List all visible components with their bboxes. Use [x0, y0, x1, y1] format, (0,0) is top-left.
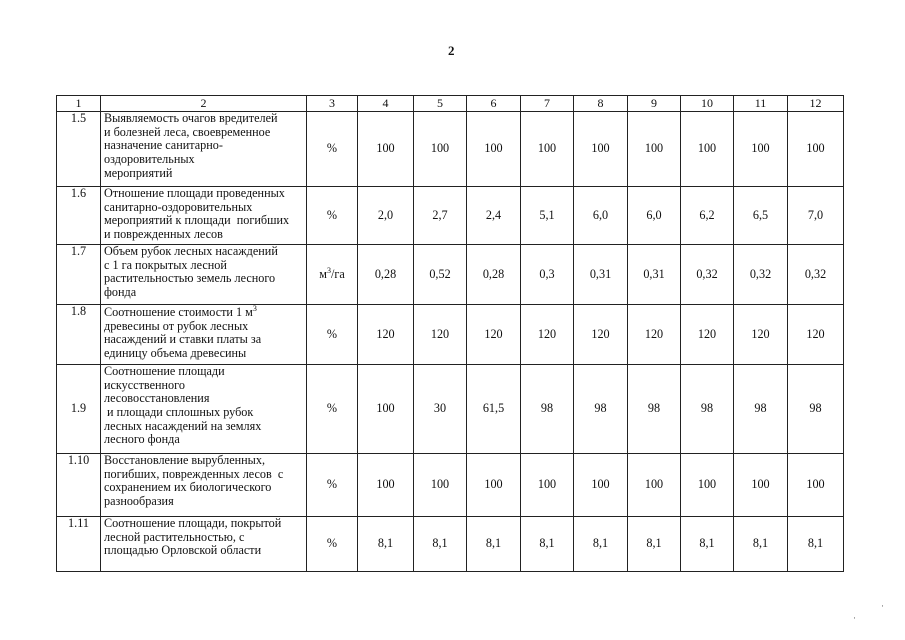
value-cell: 120	[414, 305, 467, 365]
indicator-description	[101, 517, 307, 572]
row-number: 1.8	[57, 305, 101, 365]
value-cell: 120	[574, 305, 628, 365]
column-header: 10	[681, 96, 734, 112]
value-cell: 98	[521, 365, 574, 454]
description-line: древесины от рубок лесных	[104, 318, 249, 333]
table-row	[57, 454, 844, 517]
value-cell: 98	[628, 365, 681, 454]
description-line: Восстановление вырубленных,	[104, 453, 266, 467]
value-cell: 100	[467, 112, 521, 187]
value-cell: 100	[788, 454, 844, 517]
value-cell: 8,1	[521, 517, 574, 572]
column-header: 12	[788, 96, 844, 112]
indicator-description	[101, 365, 307, 454]
value-cell: 8,1	[628, 517, 681, 572]
value-cell: 5,1	[521, 187, 574, 245]
indicator-description	[101, 245, 307, 305]
value-cell: 0,32	[734, 245, 788, 305]
value-cell: 120	[358, 305, 414, 365]
description-line: сохранением их биологического	[104, 480, 272, 495]
value-cell: 120	[628, 305, 681, 365]
description-line: Соотношение площади	[104, 364, 225, 378]
value-cell: 0,31	[574, 245, 628, 305]
description-line: и болезней леса, своевременное	[104, 124, 271, 139]
unit-cell	[307, 245, 358, 305]
value-cell: 8,1	[788, 517, 844, 572]
value-cell: 30	[414, 365, 467, 454]
table-row	[57, 245, 844, 305]
indicator-description	[101, 112, 307, 187]
column-header: 6	[467, 96, 521, 112]
value-cell: 0,32	[788, 245, 844, 305]
scan-mark: ·	[853, 613, 856, 623]
unit-text: %	[326, 141, 338, 156]
unit-cell	[307, 187, 358, 245]
description-line: лесных насаждений на землях	[104, 418, 262, 433]
description-line: разнообразия	[104, 493, 174, 508]
description-line: оздоровительных	[104, 151, 195, 166]
description-line: искусственного	[104, 377, 185, 392]
unit-text: м	[319, 267, 327, 282]
value-cell: 98	[734, 365, 788, 454]
value-cell: 0,28	[358, 245, 414, 305]
value-cell: 98	[574, 365, 628, 454]
description-line: и поврежденных лесов	[104, 226, 223, 241]
scan-mark: ·	[881, 601, 884, 611]
value-cell: 100	[414, 454, 467, 517]
value-cell: 6,0	[574, 187, 628, 245]
value-cell: 120	[467, 305, 521, 365]
row-number: 1.6	[57, 187, 101, 245]
unit-cell	[307, 454, 358, 517]
value-cell: 120	[734, 305, 788, 365]
superscript: 3	[326, 266, 331, 276]
description-line: Соотношение площади, покрытой	[104, 516, 282, 530]
value-cell: 0,3	[521, 245, 574, 305]
description-line: мероприятий	[104, 165, 173, 180]
value-cell: 0,31	[628, 245, 681, 305]
value-cell: 0,28	[467, 245, 521, 305]
description-line: санитарно-оздоровительных	[104, 199, 253, 214]
description-line: и площади сплошных рубок	[104, 404, 254, 419]
value-cell: 100	[681, 112, 734, 187]
description-line: мероприятий к площади погибших	[104, 213, 290, 228]
unit-text: %	[326, 326, 338, 341]
column-header: 9	[628, 96, 681, 112]
value-cell: 2,0	[358, 187, 414, 245]
column-header: 2	[101, 96, 307, 112]
column-header: 1	[57, 96, 101, 112]
value-cell: 100	[574, 112, 628, 187]
description-line: погибших, поврежденных лесов с	[104, 466, 284, 481]
value-cell: 100	[734, 112, 788, 187]
table-row	[57, 517, 844, 572]
indicator-description	[101, 305, 307, 365]
column-header: 11	[734, 96, 788, 112]
header-row	[57, 96, 844, 112]
indicator-description	[101, 187, 307, 245]
unit-text: %	[326, 401, 338, 416]
value-cell: 100	[358, 454, 414, 517]
value-cell: 0,32	[681, 245, 734, 305]
description-line: фонда	[104, 284, 137, 299]
description-line: площадью Орловской области	[104, 543, 262, 558]
unit-text: %	[326, 477, 338, 492]
value-cell: 100	[681, 454, 734, 517]
value-cell: 120	[521, 305, 574, 365]
value-cell: 6,2	[681, 187, 734, 245]
indicators-table	[56, 95, 844, 572]
column-header: 5	[414, 96, 467, 112]
value-cell: 100	[358, 112, 414, 187]
value-cell: 6,0	[628, 187, 681, 245]
unit-cell	[307, 305, 358, 365]
value-cell: 100	[358, 365, 414, 454]
description-text: Соотношение стоимости 1 м	[104, 305, 253, 320]
row-number: 1.10	[57, 454, 101, 517]
unit-cell	[307, 365, 358, 454]
value-cell: 100	[467, 454, 521, 517]
row-number: 1.7	[57, 245, 101, 305]
value-cell: 100	[788, 112, 844, 187]
superscript: 3	[252, 304, 257, 313]
description-line: с 1 га покрытых лесной	[104, 257, 227, 272]
value-cell: 7,0	[788, 187, 844, 245]
value-cell: 98	[788, 365, 844, 454]
column-header: 4	[358, 96, 414, 112]
value-cell: 0,52	[414, 245, 467, 305]
value-cell: 100	[628, 112, 681, 187]
value-cell: 61,5	[467, 365, 521, 454]
unit-cell	[307, 517, 358, 572]
description-line: лесного фонда	[104, 432, 180, 447]
value-cell: 100	[628, 454, 681, 517]
description-line: растительностью земель лесного	[104, 271, 276, 286]
indicator-description	[101, 454, 307, 517]
value-cell: 100	[521, 112, 574, 187]
table-row	[57, 112, 844, 187]
value-cell: 8,1	[734, 517, 788, 572]
description-line: единицу объема древесины	[104, 346, 247, 361]
row-number: 1.9	[57, 365, 101, 454]
value-cell: 8,1	[414, 517, 467, 572]
value-cell: 2,4	[467, 187, 521, 245]
unit-cell	[307, 112, 358, 187]
value-cell: 2,7	[414, 187, 467, 245]
column-header: 8	[574, 96, 628, 112]
value-cell: 100	[521, 454, 574, 517]
value-cell: 100	[734, 454, 788, 517]
description-line: лесовосстановления	[104, 391, 210, 406]
description-line: Объем рубок лесных насаждений	[104, 244, 278, 258]
value-cell: 8,1	[681, 517, 734, 572]
value-cell: 6,5	[734, 187, 788, 245]
table-row	[57, 305, 844, 365]
unit-text: %	[326, 207, 338, 222]
unit-text: /га	[330, 267, 345, 282]
description-line: Выявляемость очагов вредителей	[104, 111, 278, 125]
value-cell: 120	[788, 305, 844, 365]
unit-text: %	[326, 536, 338, 551]
value-cell: 100	[414, 112, 467, 187]
value-cell: 8,1	[574, 517, 628, 572]
description-line	[104, 305, 303, 320]
column-header: 7	[521, 96, 574, 112]
row-number: 1.5	[57, 112, 101, 187]
description-line: назначение санитарно-	[104, 138, 223, 153]
column-header: 3	[307, 96, 358, 112]
page-number: 2	[448, 43, 455, 58]
value-cell: 8,1	[467, 517, 521, 572]
table-body	[57, 112, 844, 572]
description-line: лесной растительностью, с	[104, 529, 245, 544]
table-row	[57, 187, 844, 245]
value-cell: 8,1	[358, 517, 414, 572]
row-number: 1.11	[57, 517, 101, 572]
description-line: насаждений и ставки платы за	[104, 332, 262, 347]
description-line: Отношение площади проведенных	[104, 186, 285, 200]
value-cell: 100	[574, 454, 628, 517]
value-cell: 98	[681, 365, 734, 454]
table-row	[57, 365, 844, 454]
value-cell: 120	[681, 305, 734, 365]
